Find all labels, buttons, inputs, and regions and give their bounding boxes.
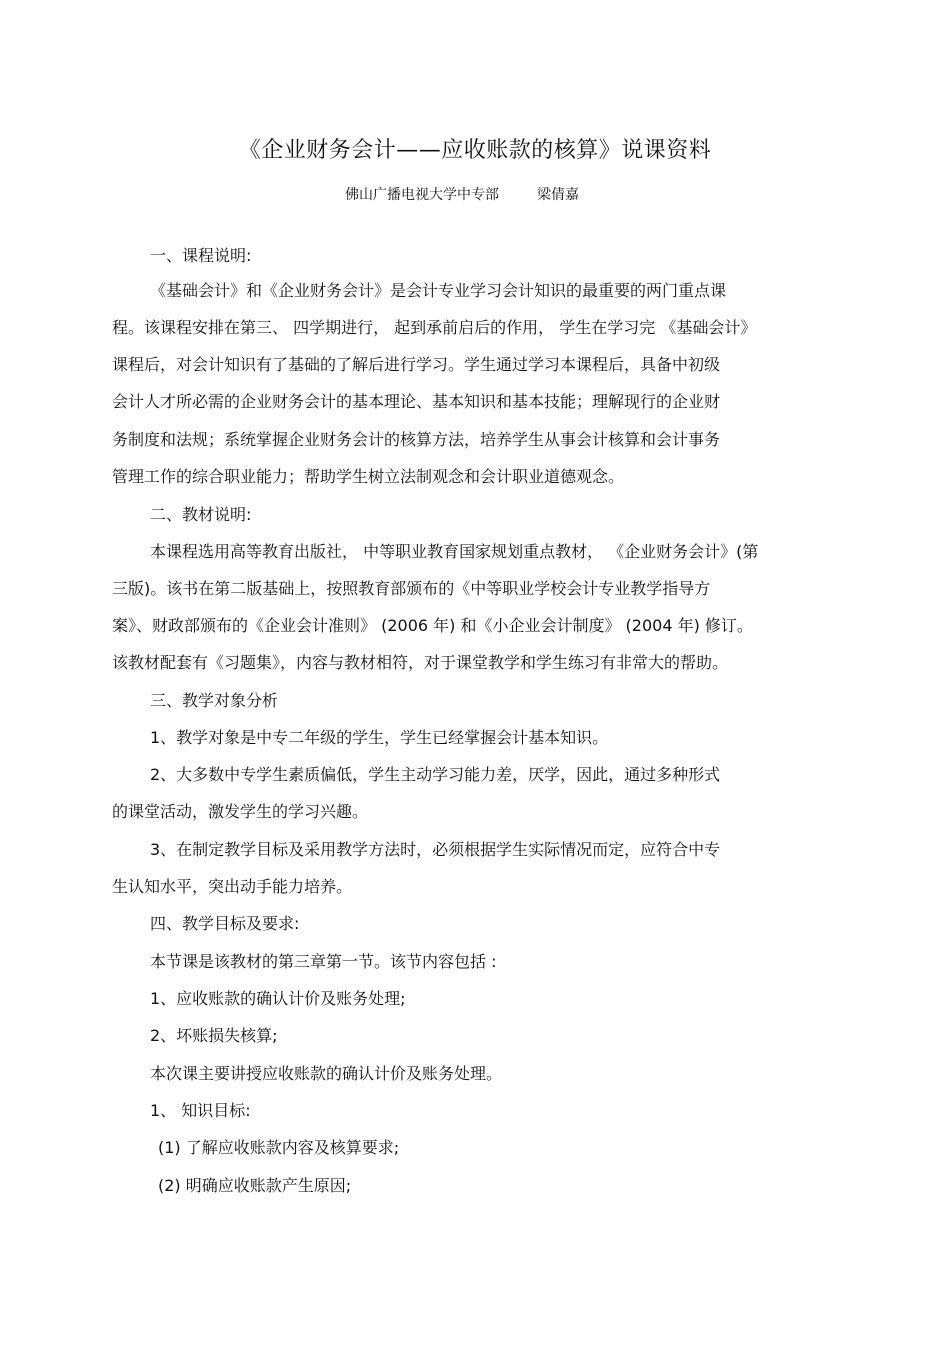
list-item: (2) 明确应收账款产生原因;: [158, 1176, 352, 1195]
paragraph-line: 该教材配套有《习题集》，内容与教材相符，对于课堂教学和学生练习有非常大的帮助。: [112, 653, 729, 672]
list-item: 1、应收账款的确认计价及账务处理;: [150, 989, 406, 1008]
author-name: 梁倩嘉: [537, 187, 579, 203]
paragraph-line: 程。该课程安排在第三、 四学期进行， 起到承前启后的作用， 学生在学习完 《基础会计》: [112, 318, 757, 337]
section-heading-students: 三、教学对象分析: [150, 691, 279, 710]
paragraph-line: 《基础会计》和《企业财务会计》是会计专业学习会计知识的最重要的两门重点课: [150, 281, 727, 300]
list-item: 1、 知识目标:: [150, 1101, 251, 1120]
paragraph-line: 案》、财政部颁布的《企业会计准则》 (2006 年) 和《小企业会计制度》 (2004 年) 修订。: [112, 616, 753, 635]
paragraph-line: 的课堂活动，激发学生的学习兴趣。: [112, 802, 369, 821]
list-item: 1、教学对象是中专二年级的学生，学生已经掌握会计基本知识。: [150, 728, 609, 747]
document-title: 《企业财务会计——应收账款的核算》说课资料: [238, 138, 712, 163]
paragraph-line: 生认知水平，突出动手能力培养。: [112, 877, 353, 896]
section-heading-textbook: 二、教材说明:: [150, 505, 252, 524]
paragraph-line: 本次课主要讲授应收账款的确认计价及账务处理。: [150, 1064, 503, 1083]
paragraph-line: 务制度和法规；系统掌握企业财务会计的核算方法，培养学生从事会计核算和会计事务: [112, 430, 721, 449]
section-heading-goals: 四、教学目标及要求:: [150, 914, 300, 933]
paragraph-line: 本课程选用高等教育出版社， 中等职业教育国家规划重点教材， 《企业财务会计》(第: [150, 542, 759, 561]
author-institution: 佛山广播电视大学中专部: [345, 187, 499, 203]
paragraph-line: 本节课是该教材的第三章第一节。该节内容包括 :: [150, 952, 497, 971]
list-item: (1) 了解应收账款内容及核算要求;: [158, 1138, 400, 1157]
paragraph-line: 课程后，对会计知识有了基础的了解后进行学习。学生通过学习本课程后，具备中初级: [112, 355, 721, 374]
paragraph-line: 三版)。该书在第二版基础上，按照教育部颁布的《中等职业学校会计专业教学指导方: [112, 579, 711, 598]
list-item: 3、在制定教学目标及采用教学方法时，必须根据学生实际情况而定，应符合中专: [150, 840, 721, 859]
paragraph-line: 管理工作的综合职业能力；帮助学生树立法制观念和会计职业道德观念。: [112, 467, 625, 486]
list-item: 2、大多数中专学生素质偏低，学生主动学习能力差，厌学，因此，通过多种形式: [150, 765, 721, 784]
section-heading-course: 一、课程说明:: [150, 246, 252, 265]
author-line: [345, 184, 579, 206]
paragraph-line: 会计人才所必需的企业财务会计的基本理论、基本知识和基本技能；理解现行的企业财: [112, 392, 721, 411]
list-item: 2、坏账损失核算;: [150, 1026, 278, 1045]
